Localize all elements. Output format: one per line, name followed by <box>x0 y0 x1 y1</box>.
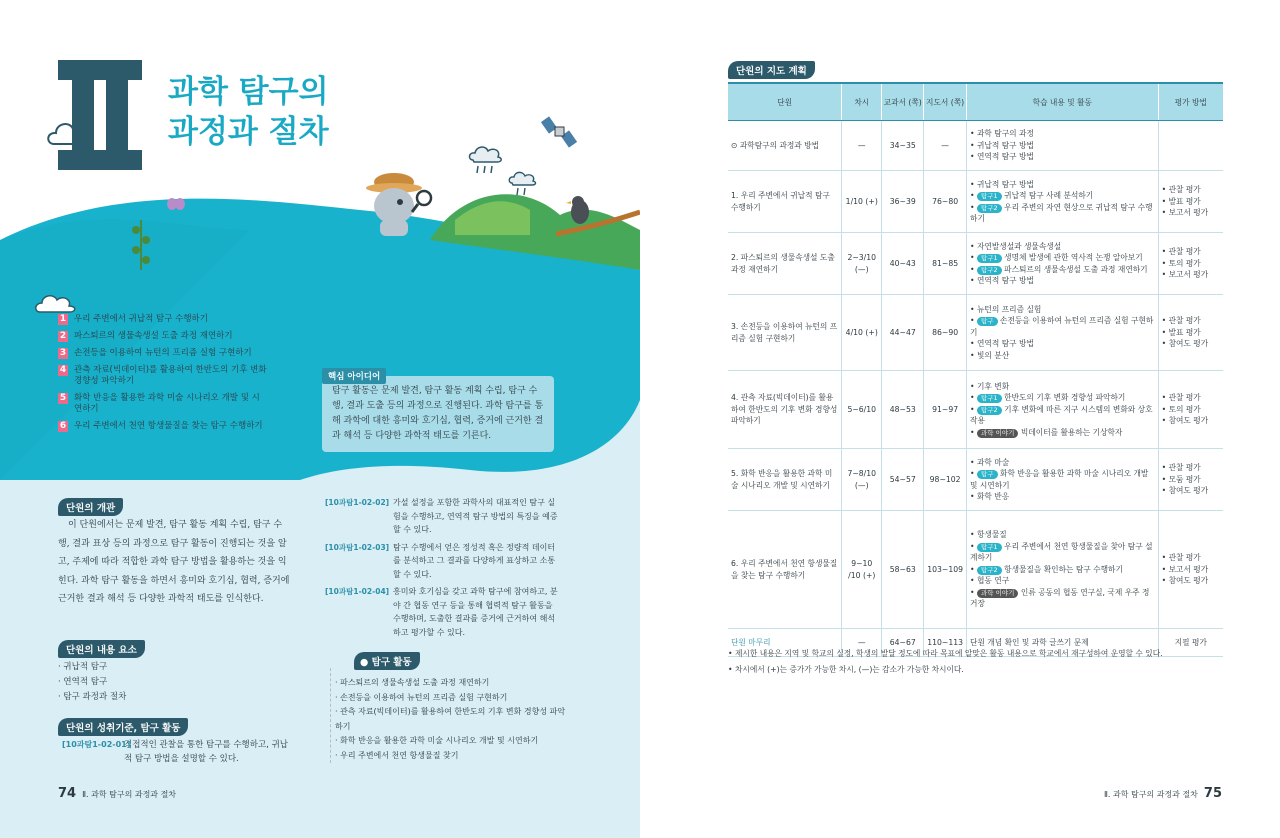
hours-cell: 1/10 (+) <box>842 171 882 233</box>
activity-text: 화학 반응을 활용한 과학 미술 시나리오 개발 및 시연하기 <box>340 736 539 745</box>
achievement-text: 직접적인 관찰을 통한 탐구를 수행하고, 귀납적 탐구 방법을 설명할 수 있다. <box>124 740 289 764</box>
hours-cell: 7~8/10 (—) <box>842 449 882 511</box>
content-cell <box>967 233 1159 295</box>
standard-text: 흥미와 호기심을 갖고 과학 탐구에 참여하고, 분야 간 협동 연구 등을 통해 협력적 탐구 활동을 수행하며, 도출한 결과를 증거에 근거하여 해석하고 평가할 수 있다. <box>393 587 558 637</box>
content-element: · 귀납적 탐구 <box>58 662 108 672</box>
content-item <box>970 275 1155 287</box>
hours-cell: 4/10 (+) <box>842 295 882 371</box>
content-text: 항생물질 <box>977 530 1007 540</box>
table-row <box>728 449 1223 511</box>
unit-cell: ⊙ 과학탐구의 과정과 방법 <box>728 121 842 171</box>
eval-cell <box>1158 233 1223 295</box>
rain-cloud-icon <box>468 144 504 178</box>
table-row <box>728 171 1223 233</box>
unit-end-title: 단원 마무리 <box>728 629 842 657</box>
eval-item: • 참여도 평가 <box>1162 338 1220 350</box>
chapter-item <box>58 314 268 325</box>
activity-badge: 탐구2 <box>977 406 1002 415</box>
title-line-2: 과정과 절차 <box>168 114 329 150</box>
content-item <box>970 575 1155 587</box>
eval-item: • 관찰 평가 <box>1162 184 1220 196</box>
content-cell <box>967 121 1159 171</box>
unit-cell: 5. 화학 반응을 활용한 과학 미술 시나리오 개발 및 시연하기 <box>728 449 842 511</box>
content-list <box>970 304 1155 362</box>
content-list <box>970 128 1155 163</box>
eval-item: • 참여도 평가 <box>1162 575 1220 587</box>
eval-cell <box>1158 449 1223 511</box>
content-text: 한반도의 기후 변화 경향성 파악하기 <box>1004 393 1126 403</box>
content-text: 인류 공동의 협동 연구실, 국제 우주 정거장 <box>970 587 1150 609</box>
eval-cell <box>1158 171 1223 233</box>
content-text: 손전등을 이용하여 뉴턴의 프리즘 실험 구현하기 <box>970 316 1154 337</box>
activity-badge: 탐구1 <box>977 192 1002 201</box>
chapter-text: 우리 주변에서 천연 항생물질을 찾는 탐구 수행하기 <box>74 421 263 431</box>
eval-item: • 관찰 평가 <box>1162 315 1220 327</box>
content-item <box>970 241 1155 253</box>
guidebook-cell: 103~109 <box>924 511 967 629</box>
plan-tag: 단원의 지도 계획 <box>728 61 815 79</box>
content-item <box>970 190 1155 202</box>
content-text: 기후 변화 <box>977 381 1010 391</box>
table-row <box>728 295 1223 371</box>
activity-item: · 손전등을 이용하여 뉴턴의 프리즘 실험 구현하기 <box>335 692 508 702</box>
activity-list <box>330 668 567 763</box>
header-unit: 단원 <box>728 83 842 121</box>
key-idea-box <box>322 376 554 452</box>
guidebook-cell: 81~85 <box>924 233 967 295</box>
content-item <box>970 541 1155 564</box>
bird-on-branch-icon <box>556 190 640 240</box>
eval-item: • 보고서 평가 <box>1162 207 1220 219</box>
activity-text: 우리 주변에서 천연 항생물질 찾기 <box>340 750 459 760</box>
activity-badge: 탐구2 <box>977 266 1002 275</box>
activity-item: · 관측 자료(빅데이터)를 활용하여 한반도의 기후 변화 경향성 파악하기 <box>335 707 566 731</box>
chapter-item <box>58 365 268 387</box>
eval-item: • 관찰 평가 <box>1162 552 1220 564</box>
content-text: 우리 주변의 자연 현상으로 귀납적 탐구 수행하기 <box>970 202 1153 223</box>
content-list <box>970 179 1155 225</box>
activity-item: · 화학 반응을 활용한 과학 미술 시나리오 개발 및 시연하기 <box>335 736 539 745</box>
table-header-row <box>728 83 1223 121</box>
standard-item <box>325 496 560 537</box>
eval-item: • 참여도 평가 <box>1162 485 1220 497</box>
eval-list <box>1162 462 1220 497</box>
activity-text: 파스퇴르의 생물속생설 도출 과정 재연하기 <box>340 678 490 687</box>
content-cell <box>967 371 1159 449</box>
standard-text: 가설 설정을 포함한 과학사의 대표적인 탐구 실험을 수행하고, 연역적 탐구 방법의 특징을 예증할 수 있다. <box>393 498 558 534</box>
eval-list <box>1162 315 1220 350</box>
eval-cell <box>1158 295 1223 371</box>
note-text: 차시에서 (+)는 증가가 가능한 차시, (—)는 감소가 가능한 차시이다. <box>734 665 964 674</box>
standard-text: 탐구 수행에서 얻은 정성적 혹은 정량적 데이터를 분석하고 그 결과를 다양하게 표상하고 소통할 수 있다. <box>393 542 556 579</box>
title-line-1: 과학 탐구의 <box>168 74 329 110</box>
hours-cell: 5~6/10 <box>842 371 882 449</box>
achievement-code: [10과탐1-02-01] <box>62 740 131 749</box>
header-guidebook: 지도서 (쪽) <box>924 83 967 121</box>
content-text: 자연발생설과 생물속생설 <box>977 241 1062 251</box>
activity-badge: 탐구1 <box>977 254 1002 263</box>
chapter-text: 우리 주변에서 귀납적 탐구 수행하기 <box>74 314 208 324</box>
right-page <box>640 0 1280 838</box>
content-item <box>970 491 1155 503</box>
hours-cell: 2~3/10 (—) <box>842 233 882 295</box>
content-item <box>970 468 1155 491</box>
content-elements-tag: 단원의 내용 요소 <box>58 640 145 658</box>
content-item <box>970 587 1155 610</box>
right-footer <box>1104 786 1222 801</box>
content-element-text: 탐구 과정과 절차 <box>63 692 127 702</box>
content-text: 생명체 발생에 관한 역사적 논쟁 알아보기 <box>1004 253 1143 262</box>
textbook-cell: 58~63 <box>882 511 924 629</box>
achievement-standard <box>62 738 294 766</box>
textbook-cell: 54~57 <box>882 449 924 511</box>
content-text: 뉴턴의 프리즘 실험 <box>977 304 1042 314</box>
content-element-text: 귀납적 탐구 <box>63 662 108 672</box>
activity-badge: 탐구2 <box>977 204 1002 213</box>
satellite-icon <box>540 112 580 152</box>
content-item <box>970 529 1155 541</box>
content-text: 기후 변화에 따른 지구 시스템의 변화와 상호 작용 <box>970 404 1153 426</box>
activity-badge: 탐구2 <box>977 566 1002 575</box>
note-item: • 제시한 내용은 지역 및 학교의 실정, 학생의 발달 정도에 따라 목표에 알맞은 활동 내용으로 학교에서 재구성하여 운영할 수 있다. <box>728 649 1163 658</box>
eval-cell <box>1158 121 1223 171</box>
textbook-cell: 36~39 <box>882 171 924 233</box>
page-number: 75 <box>1203 786 1222 801</box>
standard-code: [10과탐1-02-04] <box>325 587 390 596</box>
content-item <box>970 392 1155 404</box>
table-row <box>728 511 1223 629</box>
header-evaluation: 평가 방법 <box>1158 83 1223 121</box>
activity-text: 관측 자료(빅데이터)를 활용하여 한반도의 기후 변화 경향성 파악하기 <box>335 707 566 731</box>
hours-cell: 9~10 /10 (+) <box>842 511 882 629</box>
standards-list <box>325 496 560 643</box>
butterfly-icon <box>166 196 186 212</box>
table-row <box>728 371 1223 449</box>
content-item <box>970 179 1155 191</box>
content-list <box>970 381 1155 439</box>
footer-text: Ⅱ. 과학 탐구의 과정과 절차 <box>82 790 177 799</box>
roman-numeral-icon <box>58 60 142 170</box>
activity-badge: 탐구 <box>977 317 998 326</box>
eval-item: • 관찰 평가 <box>1162 392 1220 404</box>
chapter-number: 4 <box>59 365 67 375</box>
content-list <box>970 241 1155 287</box>
content-item <box>970 252 1155 264</box>
content-text: 과학 탐구의 과정 <box>977 129 1034 139</box>
content-text: 우리 주변에서 천연 항생물질을 찾아 탐구 설계하기 <box>970 541 1153 563</box>
textbook-cell: 44~47 <box>882 295 924 371</box>
content-elements-list <box>58 660 126 705</box>
achievement-tag: 단원의 성취기준, 탐구 활동 <box>58 718 188 736</box>
content-item <box>970 151 1155 163</box>
eval-list <box>1162 392 1220 427</box>
unit-end-eval: 지필 평가 <box>1158 629 1223 657</box>
activity-text: 손전등을 이용하여 뉴턴의 프리즘 실험 구현하기 <box>340 692 508 702</box>
activity-badge: 탐구1 <box>977 543 1002 552</box>
chapter-item <box>58 348 268 359</box>
content-item <box>970 264 1155 276</box>
content-cell <box>967 449 1159 511</box>
content-text: 협동 연구 <box>977 576 1010 586</box>
standard-item <box>325 541 560 582</box>
content-text: 빛의 분산 <box>977 350 1010 360</box>
chapter-text: 관측 자료(빅데이터)를 활용하여 한반도의 기후 변화 경향성 파악하기 <box>74 365 267 386</box>
content-item <box>970 404 1155 427</box>
content-item <box>970 304 1155 316</box>
chapter-number: 2 <box>59 331 67 341</box>
content-item <box>970 128 1155 140</box>
activity-item: · 파스퇴르의 생물속생설 도출 과정 재연하기 <box>335 678 490 687</box>
content-item <box>970 315 1155 338</box>
chapter-text: 화학 반응을 활용한 과학 미술 시나리오 개발 및 시연하기 <box>74 393 260 414</box>
unit-cell: 6. 우리 주변에서 천연 항생물질을 찾는 탐구 수행하기 <box>728 511 842 629</box>
content-text: 연역적 탐구 방법 <box>977 339 1034 349</box>
chapter-number: 3 <box>59 348 67 358</box>
hours-cell: — <box>842 121 882 171</box>
chapter-item <box>58 393 268 415</box>
activity-badge: 탐구 <box>977 470 998 479</box>
guidebook-cell: — <box>924 121 967 171</box>
chapter-text: 손전등을 이용하여 뉴턴의 프리즘 실험 구현하기 <box>74 348 252 358</box>
eval-item: • 토의 평가 <box>1162 258 1220 270</box>
content-item <box>970 381 1155 393</box>
content-item <box>970 564 1155 576</box>
eval-item: • 발표 평가 <box>1162 327 1220 339</box>
cloud-icon <box>46 118 96 150</box>
content-element: · 연역적 탐구 <box>58 677 108 687</box>
eval-item: • 관찰 평가 <box>1162 246 1220 258</box>
textbook-cell: 40~43 <box>882 233 924 295</box>
overview-tag: 단원의 개관 <box>58 498 123 516</box>
chapter-number: 5 <box>59 393 67 403</box>
content-item <box>970 427 1155 439</box>
content-item <box>970 457 1155 469</box>
standard-code: [10과탐1-02-02] <box>325 498 390 507</box>
key-idea-tag: 핵심 아이디어 <box>322 368 386 384</box>
eval-item: • 모둠 평가 <box>1162 474 1220 486</box>
eval-item: • 보고서 평가 <box>1162 269 1220 281</box>
cloud-small-icon <box>34 290 80 316</box>
activity-tag: ● 탐구 활동 <box>354 652 420 670</box>
plant-icon <box>126 210 156 270</box>
content-text: 연역적 탐구 방법 <box>977 276 1034 285</box>
standard-code: [10과탐1-02-03] <box>325 542 390 552</box>
eval-list <box>1162 552 1220 587</box>
header-content: 학습 내용 및 활동 <box>967 83 1159 121</box>
standard-item <box>325 585 560 639</box>
unit-cell: 1. 우리 주변에서 귀납적 탐구 수행하기 <box>728 171 842 233</box>
page-number: 74 <box>58 786 77 801</box>
eval-cell <box>1158 511 1223 629</box>
content-text: 과학 마술 <box>977 457 1010 467</box>
notes <box>728 646 1228 678</box>
unit-cell: 3. 손전등을 이용하여 뉴턴의 프리즘 실험 구현하기 <box>728 295 842 371</box>
chapter-text: 파스퇴르의 생물속생설 도출 과정 재연하기 <box>74 331 233 341</box>
rain-cloud-small-icon <box>508 170 538 198</box>
content-text: 화학 반응을 활용한 과학 마술 시나리오 개발 및 시연하기 <box>970 469 1149 490</box>
activity-item: · 우리 주변에서 천연 항생물질 찾기 <box>335 750 459 760</box>
eval-list <box>1162 246 1220 281</box>
guidebook-cell: 91~97 <box>924 371 967 449</box>
content-text: 화학 반응 <box>977 492 1010 501</box>
content-item <box>970 338 1155 350</box>
eval-list <box>1162 184 1220 219</box>
chapter-number: 6 <box>59 421 67 431</box>
overview-text: 이 단원에서는 문제 발견, 탐구 활동 계획 수립, 탐구 수행, 결과 표상 등의 과정으로 탐구 활동이 진행되는 것을 알고, 주제에 따라 적합한 과학 탐구 방법을 활용하는 것을 익힌다. 과학 탐구 활동을 하면서 흥미와 호기심, 협력, 증거에 근거한 결과 해석 등 다양한 과학적 태도를 인식한다. <box>58 520 290 604</box>
eval-item: • 토의 평가 <box>1162 404 1220 416</box>
explorer-character-icon <box>360 168 440 246</box>
eval-item: • 발표 평가 <box>1162 196 1220 208</box>
chapter-item <box>58 421 268 432</box>
unit-cell: 2. 파스퇴르의 생물속생설 도출 과정 재연하기 <box>728 233 842 295</box>
note-item: • 차시에서 (+)는 증가가 가능한 차시, (—)는 감소가 가능한 차시이다. <box>728 665 964 674</box>
eval-cell <box>1158 371 1223 449</box>
content-text: 귀납적 탐구 방법 <box>977 179 1034 189</box>
content-text: 파스퇴르의 생물속생설 도출 과정 재연하기 <box>1004 264 1148 274</box>
plan-table <box>728 82 1223 657</box>
chapter-list <box>58 314 268 438</box>
header-textbook: 교과서 (쪽) <box>882 83 924 121</box>
content-text: 귀납적 탐구 방법 <box>977 140 1034 150</box>
guidebook-cell: 98~102 <box>924 449 967 511</box>
guidebook-cell: 76~80 <box>924 171 967 233</box>
activity-badge: 탐구1 <box>977 394 1002 403</box>
activity-tag-label: 탐구 활동 <box>371 657 412 668</box>
chapter-item <box>58 331 268 342</box>
content-text: 연역적 탐구 방법 <box>977 152 1034 162</box>
content-text: 항생물질을 확인하는 탐구 수행하기 <box>1004 564 1123 574</box>
content-list <box>970 529 1155 610</box>
unit-end-guidebook: 110~113 <box>924 629 967 657</box>
key-idea-text: 탐구 활동은 문제 발견, 탐구 활동 계획 수립, 탐구 수행, 결과 도출 등의 과정으로 진행된다. 과학 탐구를 통해 과학에 대한 흥미와 호기심, 협력, 증거에 근거한 결과 해석 등 다양한 과학적 태도를 기른다. <box>332 386 544 441</box>
footer-text: Ⅱ. 과학 탐구의 과정과 절차 <box>1103 790 1198 799</box>
content-cell <box>967 511 1159 629</box>
content-element-text: 연역적 탐구 <box>63 677 108 687</box>
note-text: 제시한 내용은 지역 및 학교의 실정, 학생의 발달 정도에 따라 목표에 알맞은 활동 내용으로 학교에서 재구성하여 운영할 수 있다. <box>734 649 1163 658</box>
eval-item: • 관찰 평가 <box>1162 462 1220 474</box>
content-text: 귀납적 탐구 사례 분석하기 <box>1004 191 1094 200</box>
guidebook-cell: 86~90 <box>924 295 967 371</box>
header-hours: 차시 <box>842 83 882 121</box>
textbook-cell: 48~53 <box>882 371 924 449</box>
table-row <box>728 121 1223 171</box>
left-footer <box>58 786 176 801</box>
content-item <box>970 350 1155 362</box>
content-cell <box>967 171 1159 233</box>
unit-end-content: 단원 개념 확인 및 과학 글쓰기 문제 <box>967 629 1159 657</box>
activity-badge: 과학 이야기 <box>977 589 1018 598</box>
chapter-number: 1 <box>59 314 67 324</box>
content-item <box>970 202 1155 225</box>
eval-item: • 참여도 평가 <box>1162 415 1220 427</box>
textbook-cell: 34~35 <box>882 121 924 171</box>
unit-end-textbook: 64~67 <box>882 629 924 657</box>
table-row <box>728 233 1223 295</box>
content-cell <box>967 295 1159 371</box>
unit-end-hours: — <box>842 629 882 657</box>
activity-badge: 과학 이야기 <box>977 429 1018 438</box>
unit-title <box>168 72 329 152</box>
content-element: · 탐구 과정과 절차 <box>58 692 127 702</box>
content-item <box>970 140 1155 152</box>
content-list <box>970 457 1155 503</box>
eval-item: • 보고서 평가 <box>1162 564 1220 576</box>
unit-cell: 4. 관측 자료(빅데이터)를 활용하여 한반도의 기후 변화 경향성 파악하기 <box>728 371 842 449</box>
content-text: 빅데이터를 활용하는 기상학자 <box>1020 427 1123 437</box>
